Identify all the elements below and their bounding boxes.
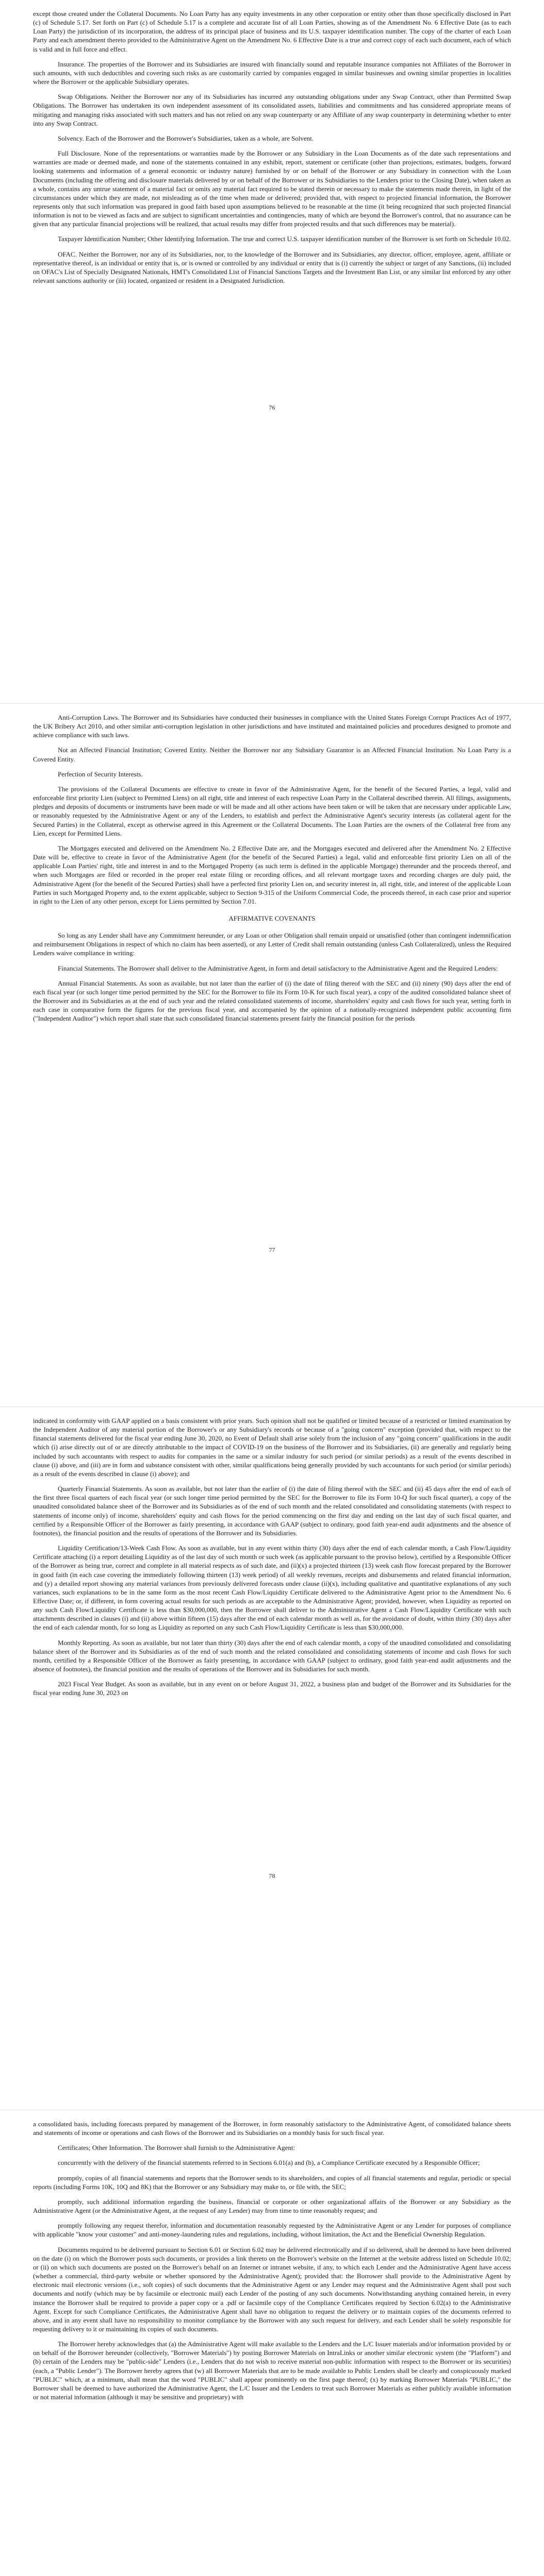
paragraph: Documents required to be delivered pursuant to Section 6.01 or Section 6.02 may be delivered electronically and if so delivered, shall be deemed to have been delivered on the date (i) on which the Borrower posts such documents, or provides a link thereto on the Borrower's website on the Internet at the website address listed on Schedule 10.02; or (ii) on which such documents are posted on the Borrower's behalf on an Internet or intranet website, if any, to which each Lender and the Administrative Agent have access (whether a commercial, third-party website or whether sponsored by the Administrative Agent); provided that: the Borrower shall provide to the Administrative Agent by electronic mail electronic versions (i.e., soft copies) of such documents that the Administrative Agent or any Lender may request and the Administrative Agent shall post such documents and notify (which may be by facsimile or electronic mail) each Lender of the posting of any such documents. Notwithstanding anything contained herein, in every instance the Borrower shall be required to provide a paper copy or a .pdf or facsimile copy of the Compliance Certificates required by Section 6.02(a) to the Administrative Agent. Except for such Compliance Certificates, the Administrative Agent shall have no obligation to request the delivery or to maintain copies of the documents referred to above, and in any event shall have no responsibility to monitor compliance by the Borrower with any such request for delivery, and each Lender shall be solely responsible for requesting delivery to it or maintaining its copies of such documents. <box>33 2245 511 2333</box>
document-page-79 <box>0 2110 544 2576</box>
paragraph: The provisions of the Collateral Documents are effective to create in favor of the Administrative Agent, for the benefit of the Secured Parties, a legal, valid and enforceable first priority Lien (subject to Permitted Liens) on all right, title and interest of each respective Loan Party in the Collateral described therein. All filings, assignments, pledges and deposits of documents or instruments have been made or will be made and all other actions have been taken or will be taken that are necessary under applicable Law, or reasonably requested by the Administrative Agent or any of the Lenders, to establish and perfect the Administrative Agent's security interests (as collateral agent for the Secured Parties) in the Collateral, except as otherwise agreed in this Agreement or the Collateral Documents. The Loan Parties are the owners of the Collateral free from any Lien, except for Permitted Liens. <box>33 785 511 837</box>
paragraph: 2023 Fiscal Year Budget. As soon as available, but in any event on or before August 31, 2022, a business plan and budget of the Borrower and its Subsidiaries for the fiscal year ending June 30, 2023 on <box>33 1680 511 1697</box>
page-number: 78 <box>269 1872 275 1880</box>
paragraph: promptly following any request therefor, information and documentation reasonably requested by the Administrative Agent or any Lender for purposes of compliance with applicable "know your customer" and anti-money-laundering rules and regulations, including, without limitation, the Act and the Beneficial Ownership Regulation. <box>33 2222 511 2239</box>
paragraph: Solvency. Each of the Borrower and the Borrower's Subsidiaries, taken as a whole, are Solvent. <box>58 134 314 142</box>
paragraph: Anti-Corruption Laws. The Borrower and its Subsidiaries have conducted their businesses in compliance with the United States Foreign Corrupt Practices Act of 1977, the UK Bribery Act 2010, and other similar anti-corruption legislation in other jurisdictions and have instituted and maintained policies and procedures designed to promote and achieve compliance with such laws. <box>33 714 511 739</box>
paragraph: promptly, copies of all financial statements and reports that the Borrower sends to its shareholders, and copies of all financial statements and regular, periodic or special reports (including Forms 10K, 10Q and 8K) that the Borrower or any Subsidiary may make to, or file with, the SEC; <box>33 2174 511 2191</box>
paragraph: Perfection of Security Interests. <box>58 770 143 778</box>
paragraph: Liquidity Certification/13-Week Cash Flow. As soon as available, but in any event within thirty (30) days after the end of each calendar month, a Cash Flow/Liquidity Certificate attaching (i) a report detailing Liquidity as of the last day of such month or such week (as applicable pursuant to the proviso below), certified by a Responsible Officer of the Borrower as being true, correct and complete in all material respects as of such date, and (ii)(x) a projected thirteen (13) week cash flow forecast prepared by the Borrower in good faith (in each case covering the immediately following thirteen (13) week period) of all weekly revenues, receipts and disbursements and related financial information, and (y) a detailed report showing any material variances from previously delivered forecasts under clause (ii)(x), including qualitative and quantitative explanations of any such variances, such explanations to be in the same form as the most recent Cash Flow/Liquidity Certificate delivered to the Administrative Agent prior to the Amendment No. 6 Effective Date; or, if different, in form covering actual results for such periods as are acceptable to the Administrative Agent; provided, however, when Liquidity as reported on any such Cash Flow/Liquidity Certificate is less than $30,000,000, then the Borrower shall deliver to the Administrative Agent a Cash Flow/Liquidity Certificate with such attachments described in clauses (i) and (ii) above within fifteen (15) days after the end of each calendar month as well as, for the avoidance of doubt, within thirty (30) days after the end of each calendar month, for so long as Liquidity as reported on any such Cash Flow/Liquidity Certificate is less than $30,000,000. <box>33 1544 511 1632</box>
paragraph: except those created under the Collateral Documents. No Loan Party has any equity investments in any other corporation or entity other than those specifically disclosed in Part (c) of Schedule 5.17. Set forth on Part (c) of Schedule 5.17 is a complete and accurate list of all Loan Parties, showing as of the Amendment No. 6 Effective Date (as to each Loan Party) the jurisdiction of its incorporation, the address of its principal place of business and its U.S. taxpayer identification number. The copy of the charter of each Loan Party and each amendment thereto provided to the Administrative Agent on the Amendment No. 6 Effective Date is a true and correct copy of each such document, each of which is valid and in full force and effect. <box>33 10 511 53</box>
paragraph: Taxpayer Identification Number; Other Identifying Information. The true and correct U.S. taxpayer identification number of the Borrower is set forth on Schedule 10.02. <box>58 235 511 243</box>
paragraph: indicated in conformity with GAAP applied on a basis consistent with prior years. Such opinion shall not be qualified or limited because of a restricted or limited examination by the Independent Auditor of any material portion of the Borrower's or any Subsidiary's records or because of a "going concern" exception (provided that, with respect to the financial statements delivered for the fiscal year ending June 30, 2020, no Event of Default shall arise solely from the inclusion of any "going concern" qualifications in the audit which (i) arise directly out of or are directly attributable to the impact of COVID-19 on the business of the Borrower and its Subsidiaries, (ii) are generally and regularly being included by such accountants with respect to audits for companies in the same or a similar industry for such period (or similar periods) as a result of the events described in clause (i) above, and (iii) are in form and substance consistent with other, similar qualifications being generally provided by such accountants for such period (or similar periods) as a result of the events described in clause (i) above); and <box>33 1417 511 1478</box>
page-number: 77 <box>269 1246 275 1254</box>
paragraph: Full Disclosure. None of the representations or warranties made by the Borrower or any Subsidiary in the Loan Documents as of the date such representations and warranties are made or deemed made, and none of the statements contained in any exhibit, report, statement or certificate (other than projections, estimates, budgets, forward looking statements and information of a general economic or industry nature) furnished by or on behalf of the Borrower or any Subsidiary in connection with the Loan Documents (including the offering and disclosure materials delivered by or on behalf of the Borrower or its Subsidiaries to the Lenders prior to the Closing Date), when taken as a whole, contains any untrue statement of a material fact or omits any material fact required to be stated therein or necessary to make the statements made therein, in light of the circumstances under which they are made, not misleading as of the time when made or delivered; provided that, with respect to projected financial information, the Borrower represents only that such information was prepared in good faith based upon assumptions believed to be reasonable at the time (it being recognized that such projected financial information is not to be viewed as facts and are subject to significant uncertainties and contingencies, many of which are beyond the Borrower's control, that no assurance can be given that any particular financial projections will be realized, that actual results may differ from projected results and that such differences may be material). <box>33 149 511 228</box>
document-page-77 <box>0 703 544 1404</box>
paragraph: Financial Statements. The Borrower shall deliver to the Administrative Agent, in form and detail satisfactory to the Administrative Agent and the Required Lenders: <box>58 964 498 972</box>
document-page-78 <box>0 1406 544 2107</box>
paragraph: The Mortgages executed and delivered on the Amendment No. 2 Effective Date are, and the Mortgages executed and delivered after the Amendment No. 2 Effective Date will be, effective to create in favor of the Administrative Agent (for the benefit of the Secured Parties) a legal, valid and enforceable first priority Lien on all of the applicable Loan Parties' right, title and interest in and to the Mortgaged Property (as such term is defined in the applicable Mortgage) thereunder and the proceeds thereof, and when such Mortgages are filed or recorded in the proper real estate filing or recording offices, and all relevant mortgage taxes and recording charges are duly paid, the Administrative Agent (for the benefit of the Secured Parties) shall have a perfected first priority Lien on, and security interest in, all right, title, and interest of the applicable Loan Parties in such Mortgaged Property and, to the extent applicable, subject to Section 9-315 of the Uniform Commercial Code, the proceeds thereof, in each case prior and superior in right to the Lien of any other person, except for Liens permitted by Section 7.01. <box>33 844 511 905</box>
paragraph: promptly, such additional information regarding the business, financial or corporate or other organizational affairs of the Borrower or any Subsidiary as the Administrative Agent (or the Administrative Agent, at the request of any Lender) may from time to time reasonably request; and <box>33 2197 511 2215</box>
paragraph: concurrently with the delivery of the financial statements referred to in Sections 6.01(a) and (b), a Compliance Certificate executed by a Responsible Officer; <box>58 2159 480 2167</box>
paragraph: So long as any Lender shall have any Commitment hereunder, or any Loan or other Obligation shall remain unpaid or unsatisfied (other than contingent indemnification and reimbursement Obligations in respect of which no claim has been asserted), or any Letter of Credit shall remain outstanding (unless Cash Collateralized), unless the Required Lenders waive compliance in writing: <box>33 931 511 957</box>
paragraph: Monthly Reporting. As soon as available, but not later than thirty (30) days after the end of each calendar month, a copy of the unaudited consolidated and consolidating balance sheet of the Borrower and its Subsidiaries as of the end of such month and the related consolidated and consolidating statements of income and cash flows for such month, certified by a Responsible Officer of the Borrower as fairly presenting, in accordance with GAAP (subject to ordinary, good faith year-end audit adjustments and the absence of footnotes), the financial position and the results of operations of the Borrower and its Subsidiaries for such month. <box>33 1638 511 1673</box>
paragraph: a consolidated basis, including forecasts prepared by management of the Borrower, in form reasonably satisfactory to the Administrative Agent, of consolidated balance sheets and statements of income or operations and cash flows of the Borrower and its Subsidiaries on a monthly basis for such fiscal year. <box>33 2120 511 2137</box>
paragraph: Certificates; Other Information. The Borrower shall furnish to the Administrative Agent: <box>58 2144 295 2152</box>
paragraph: Annual Financial Statements. As soon as available, but not later than the earlier of (i) the date of filing thereof with the SEC and (ii) ninety (90) days after the end of each fiscal year (or such longer time period permitted by the SEC for the Borrower to file its Form 10-K for such fiscal year), a copy of the audited consolidated balance sheet of the Borrower and its Subsidiaries as at the end of such year and the related consolidated statements of income, shareholders' equity and cash flows for such year, setting forth in each case in comparative form the figures for the previous fiscal year, and accompanied by the opinion of a nationally-recognized independent public accounting firm ("Independent Auditor") which report shall state that such consolidated financial statements present fairly the financial position for the periods <box>33 979 511 1023</box>
paragraph: Insurance. The properties of the Borrower and its Subsidiaries are insured with financially sound and reputable insurance companies not Affiliates of the Borrower in such amounts, with such deductibles and covering such risks as are customarily carried by companies engaged in similar businesses and owning similar properties in localities where the Borrower or the applicable Subsidiary operates. <box>33 60 511 86</box>
paragraph: Swap Obligations. Neither the Borrower nor any of its Subsidiaries has incurred any outstanding obligations under any Swap Contract, other than Permitted Swap Obligations. The Borrower has undertaken its own independent assessment of its consolidated assets, liabilities and commitments and has considered appropriate means of mitigating and managing risks associated with such matters and has not relied on any swap counterparty or any Affiliate of any swap counterparty in determining whether to enter into any Swap Contract. <box>33 93 511 127</box>
document-page-76 <box>0 0 544 701</box>
paragraph: Quarterly Financial Statements. As soon as available, but not later than the earlier of (i) the date of filing thereof with the SEC and (ii) 45 days after the end of each of the first three fiscal quarters of each fiscal year (or such longer time period permitted by the SEC for the Borrower to file its Form 10-Q for such fiscal quarter), a copy of the unaudited consolidated balance sheet of the Borrower and its Subsidiaries as of the end of such month and the related consolidated and consolidating statements (with respect to statements of income only) of income, shareholders' equity and cash flows for the period commencing on the first day and ending on the last day of such fiscal quarter, and certified by a Responsible Officer of the Borrower as fairly presenting, in accordance with GAAP (subject to ordinary, good faith year-end audit adjustments and the absence of footnotes), the financial position and the results of operations of the Borrower and its Subsidiaries. <box>33 1485 511 1537</box>
paragraph: The Borrower hereby acknowledges that (a) the Administrative Agent will make available to the Lenders and the L/C Issuer materials and/or information provided by or on behalf of the Borrower hereunder (collectively, "Borrower Materials") by posting Borrower Materials on IntraLinks or another similar electronic system (the "Platform") and (b) certain of the Lenders may be "public-side" Lenders (i.e., Lenders that do not wish to receive material non-public information with respect to the Borrower or its securities) (each, a "Public Lender"). The Borrower hereby agrees that (w) all Borrower Materials that are to be made available to Public Lenders shall be clearly and conspicuously marked "PUBLIC" which, at a minimum, shall mean that the word "PUBLIC" shall appear prominently on the first page thereof; (x) by marking Borrower Materials "PUBLIC," the Borrower shall be deemed to have authorized the Administrative Agent, the L/C Issuer and the Lenders to treat such Borrower Materials as either publicly available information or not material information (although it may be sensitive and proprietary) with <box>33 2340 511 2401</box>
page-number: 76 <box>269 404 275 412</box>
paragraph: OFAC. Neither the Borrower, nor any of its Subsidiaries, nor, to the knowledge of the Borrower and its Subsidiaries, any director, officer, employee, agent, affiliate or representative thereof, is an individual or entity that is, or is owned or controlled by any individual or entity that is (i) currently the subject or target of any Sanctions, (ii) included on OFAC's List of Specially Designated Nationals, HMT's Consolidated List of Financial Sanctions Targets and the Investment Ban List, or any similar list enforced by any other relevant sanctions authority or (iii) located, organized or resident in a Designated Jurisdiction. <box>33 250 511 285</box>
paragraph: Not an Affected Financial Institution; Covered Entity. Neither the Borrower nor any Subsidiary Guarantor is an Affected Financial Institution. No Loan Party is a Covered Entity. <box>33 746 511 763</box>
article-heading: AFFIRMATIVE COVENANTS <box>228 914 316 922</box>
